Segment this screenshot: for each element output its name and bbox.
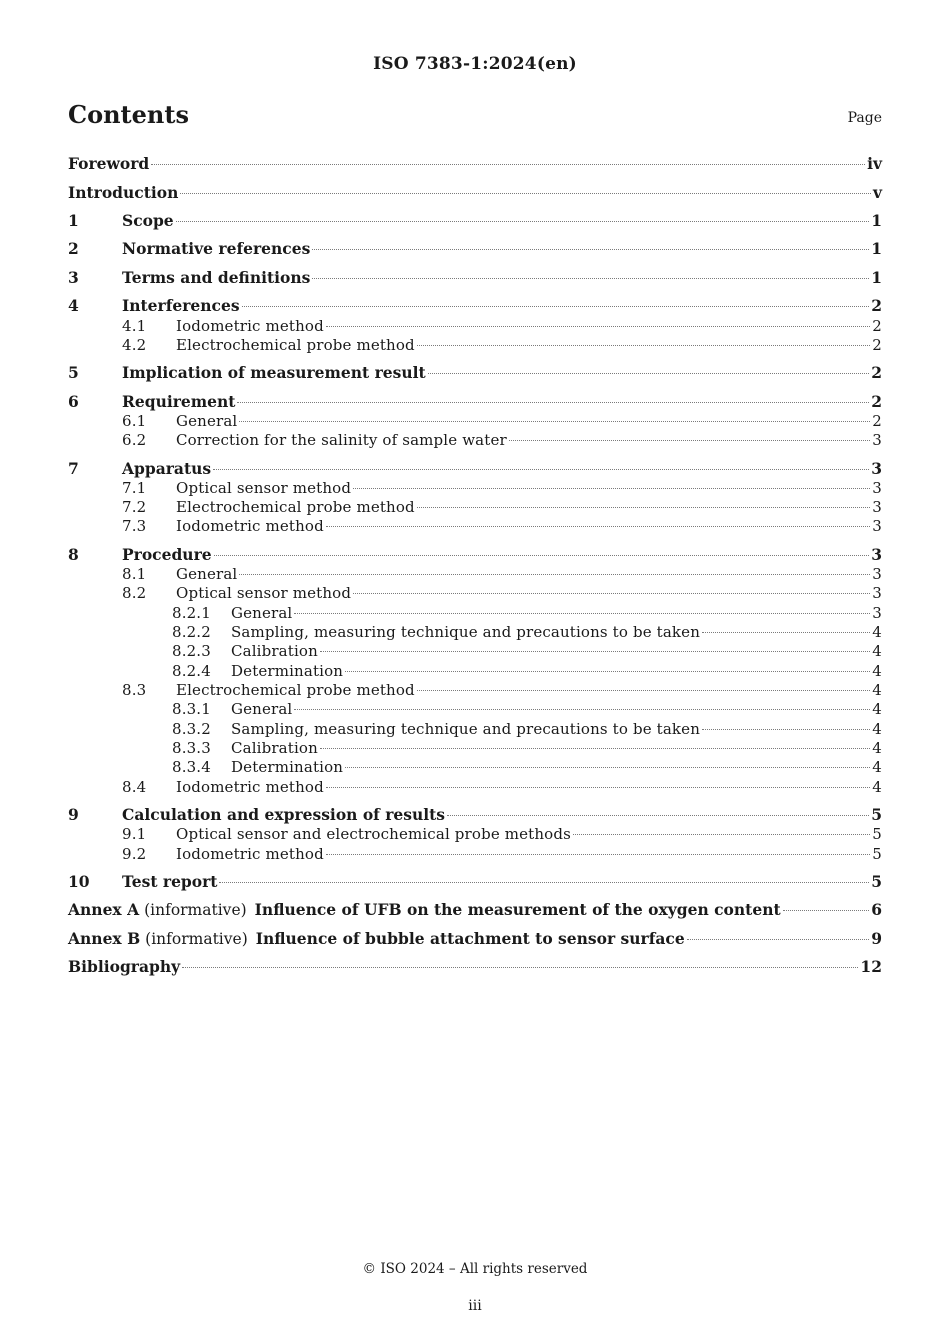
toc-number: 8.4 <box>122 778 147 796</box>
toc-number: 7.3 <box>122 517 147 535</box>
toc-number: 8 <box>68 545 79 564</box>
toc-page: 4 <box>872 739 882 757</box>
toc-title: Optical sensor and electrochemical probe methods <box>176 825 571 843</box>
toc-number: 8.2 <box>122 584 147 602</box>
toc-title: Apparatus <box>122 459 212 478</box>
toc-title: Determination <box>231 662 344 680</box>
toc-title: Test report <box>122 872 218 891</box>
toc-page: 3 <box>872 431 882 449</box>
dot-leader <box>345 670 870 672</box>
dot-leader <box>151 163 865 165</box>
toc-entry-normative-references[interactable] <box>68 239 882 259</box>
dot-leader <box>447 814 869 816</box>
toc-title: General <box>176 565 238 583</box>
dot-leader <box>702 631 870 633</box>
toc-title: Iodometric method <box>176 317 324 335</box>
dot-leader <box>214 554 870 556</box>
dot-leader <box>213 468 869 470</box>
dot-leader <box>237 401 869 403</box>
toc-entry-8-3-2[interactable] <box>68 719 882 739</box>
annex-status: (informative) <box>144 901 247 919</box>
toc-entry-apparatus[interactable] <box>68 459 882 479</box>
toc-title: Influence of bubble attachment to sensor surface <box>255 929 685 948</box>
toc-title: Normative references <box>122 239 311 258</box>
toc-number: 8.3.4 <box>172 758 211 776</box>
dot-leader <box>345 766 870 768</box>
toc-page: 5 <box>871 872 882 891</box>
document-id-header: ISO 7383-1:2024(en) <box>373 54 577 74</box>
toc-number: 6.1 <box>122 412 147 430</box>
toc-title: Terms and definitions <box>122 268 311 287</box>
toc-entry-annex-a[interactable] <box>68 900 882 920</box>
dot-leader <box>326 525 870 527</box>
toc-page: 3 <box>872 565 882 583</box>
dot-leader <box>573 833 870 835</box>
annex-label: Annex A <box>68 900 140 919</box>
toc-entry-7-3[interactable] <box>68 516 882 536</box>
page-column-label: Page <box>847 110 882 126</box>
toc-title: Optical sensor method <box>176 479 352 497</box>
dot-leader <box>219 881 869 883</box>
dot-leader <box>417 689 871 691</box>
toc-number: 3 <box>68 268 79 287</box>
toc-page: 3 <box>872 604 882 622</box>
toc-entry-scope[interactable] <box>68 211 882 231</box>
toc-number: 8.3.3 <box>172 739 211 757</box>
annex-status: (informative) <box>145 930 248 948</box>
toc-title: Scope <box>122 211 174 230</box>
dot-leader <box>176 220 870 222</box>
toc-title: Bibliography <box>68 957 181 976</box>
dot-leader <box>687 938 869 940</box>
annex-label: Annex B <box>68 929 141 948</box>
toc-page: 3 <box>871 459 882 478</box>
toc-title: Calibration <box>231 642 318 660</box>
toc-number: 7.1 <box>122 479 147 497</box>
toc-title: Electrochemical probe method <box>176 336 415 354</box>
toc-number: 7.2 <box>122 498 147 516</box>
dot-leader <box>239 573 870 575</box>
dot-leader <box>702 728 870 730</box>
toc-title: General <box>231 700 293 718</box>
toc-entry-6-2[interactable] <box>68 430 882 450</box>
toc-entry-8-1[interactable] <box>68 564 882 584</box>
toc-number: 8.1 <box>122 565 147 583</box>
dot-leader <box>353 592 870 594</box>
toc-page: 2 <box>872 336 882 354</box>
toc-number: 5 <box>68 363 79 382</box>
toc-entry-6-1[interactable] <box>68 411 882 431</box>
dot-leader <box>320 747 870 749</box>
toc-entry-test-report[interactable] <box>68 872 882 892</box>
toc-number: 8.2.1 <box>172 604 211 622</box>
toc-title: Optical sensor method <box>176 584 352 602</box>
toc-title: Foreword <box>68 154 150 173</box>
dot-leader <box>353 487 870 489</box>
toc-title: Influence of UFB on the measurement of the oxygen content <box>254 900 781 919</box>
toc-title: Procedure <box>122 545 212 564</box>
toc-entry-4-1[interactable] <box>68 316 882 336</box>
toc-number: 6.2 <box>122 431 147 449</box>
toc-page: 5 <box>871 805 882 824</box>
toc-entry-7-2[interactable] <box>68 497 882 517</box>
toc-page: 2 <box>871 296 882 315</box>
toc-entry-interferences[interactable] <box>68 296 882 316</box>
toc-title: Introduction <box>68 183 179 202</box>
toc-entry-procedure[interactable] <box>68 545 882 565</box>
toc-entry-8-2-1[interactable] <box>68 603 882 623</box>
toc-page: 4 <box>872 758 882 776</box>
toc-entry-8-3-3[interactable] <box>68 738 882 758</box>
dot-leader <box>242 305 870 307</box>
toc-entry-implication[interactable] <box>68 363 882 383</box>
toc-entry-foreword[interactable] <box>68 154 882 174</box>
toc-page: 5 <box>872 825 882 843</box>
toc-entry-8-4[interactable] <box>68 777 882 797</box>
toc-page: 3 <box>872 498 882 516</box>
toc-title: Iodometric method <box>176 845 324 863</box>
dot-leader <box>326 853 870 855</box>
dot-leader <box>182 966 858 968</box>
toc-entry-8-3-1[interactable] <box>68 699 882 719</box>
toc-page: 4 <box>872 642 882 660</box>
toc-number: 4.1 <box>122 317 147 335</box>
toc-page: 5 <box>872 845 882 863</box>
dot-leader <box>417 506 871 508</box>
toc-number: 8.2.2 <box>172 623 211 641</box>
toc-page: iv <box>867 154 882 173</box>
toc-entry-introduction[interactable] <box>68 183 882 203</box>
toc-number: 8.3 <box>122 681 147 699</box>
toc-page: 4 <box>872 623 882 641</box>
toc-entry-9-1[interactable] <box>68 824 882 844</box>
toc-entry-8-2-3[interactable] <box>68 641 882 661</box>
dot-leader <box>180 192 871 194</box>
dot-leader <box>312 277 869 279</box>
toc-page: 1 <box>871 239 882 258</box>
toc-page: 3 <box>872 517 882 535</box>
toc-number: 8.2.3 <box>172 642 211 660</box>
toc-title: Sampling, measuring technique and precautions to be taken <box>231 720 701 738</box>
toc-entry-8-2-2[interactable] <box>68 622 882 642</box>
toc-entry-9-2[interactable] <box>68 844 882 864</box>
toc-number: 8.3.2 <box>172 720 211 738</box>
dot-leader <box>428 372 870 374</box>
toc-title: Correction for the salinity of sample water <box>176 431 507 449</box>
toc-page: 2 <box>871 392 882 411</box>
toc-entry-7-1[interactable] <box>68 478 882 498</box>
toc-number: 9.1 <box>122 825 147 843</box>
toc-title: Iodometric method <box>176 517 324 535</box>
dot-leader <box>326 325 870 327</box>
toc-number: 2 <box>68 239 79 258</box>
toc-title: Requirement <box>122 392 236 411</box>
toc-page: 2 <box>871 363 882 382</box>
toc-title: Calibration <box>231 739 318 757</box>
toc-page: 2 <box>872 412 882 430</box>
dot-leader <box>312 248 869 250</box>
toc-page: 4 <box>872 681 882 699</box>
toc-entry-requirement[interactable] <box>68 392 882 412</box>
toc-number: 4 <box>68 296 79 315</box>
toc-page: 3 <box>871 545 882 564</box>
toc-page: 4 <box>872 700 882 718</box>
toc-title: Electrochemical probe method <box>176 681 415 699</box>
contents-heading: Contents <box>68 100 189 129</box>
toc-number: 8.3.1 <box>172 700 211 718</box>
dot-leader <box>783 909 870 911</box>
toc-number: 4.2 <box>122 336 147 354</box>
toc-entry-bibliography[interactable] <box>68 957 882 977</box>
toc-title: Sampling, measuring technique and precautions to be taken <box>231 623 701 641</box>
toc-title: General <box>231 604 293 622</box>
toc-title: General <box>176 412 238 430</box>
toc-page: 3 <box>872 479 882 497</box>
toc-title: Calculation and expression of results <box>122 805 446 824</box>
toc-page: v <box>872 183 882 202</box>
toc-page: 9 <box>871 929 882 948</box>
toc-title: Implication of measurement result <box>122 363 426 382</box>
toc-page: 4 <box>872 720 882 738</box>
toc-page: 6 <box>871 900 882 919</box>
dot-leader <box>294 612 870 614</box>
toc-title: Interferences <box>122 296 240 315</box>
toc-page: 3 <box>872 584 882 602</box>
toc-page: 1 <box>871 211 882 230</box>
toc-page: 2 <box>872 317 882 335</box>
toc-entry-4-2[interactable] <box>68 335 882 355</box>
toc-number: 9 <box>68 805 79 824</box>
toc-page: 4 <box>872 778 882 796</box>
toc-number: 10 <box>68 872 90 891</box>
toc-entry-calculation[interactable] <box>68 805 882 825</box>
toc-entry-8-3[interactable] <box>68 680 882 700</box>
dot-leader <box>326 786 870 788</box>
copyright-notice: © ISO 2024 – All rights reserved <box>362 1261 588 1277</box>
toc-entry-terms-and-definitions[interactable] <box>68 268 882 288</box>
dot-leader <box>417 344 871 346</box>
toc-number: 9.2 <box>122 845 147 863</box>
dot-leader <box>509 439 871 441</box>
toc-page: 1 <box>871 268 882 287</box>
toc-entry-8-2[interactable] <box>68 583 882 603</box>
toc-title: Electrochemical probe method <box>176 498 415 516</box>
toc-number: 7 <box>68 459 79 478</box>
dot-leader <box>239 420 870 422</box>
dot-leader <box>294 708 870 710</box>
toc-page: 4 <box>872 662 882 680</box>
toc-number: 6 <box>68 392 79 411</box>
toc-title: Determination <box>231 758 344 776</box>
toc-entry-8-2-4[interactable] <box>68 661 882 681</box>
toc-number: 8.2.4 <box>172 662 211 680</box>
page-number: iii <box>468 1298 482 1314</box>
toc-page: 12 <box>860 957 882 976</box>
toc-title: Iodometric method <box>176 778 324 796</box>
dot-leader <box>320 650 870 652</box>
toc-number: 1 <box>68 211 79 230</box>
toc-entry-annex-b[interactable] <box>68 929 882 949</box>
toc-entry-8-3-4[interactable] <box>68 757 882 777</box>
